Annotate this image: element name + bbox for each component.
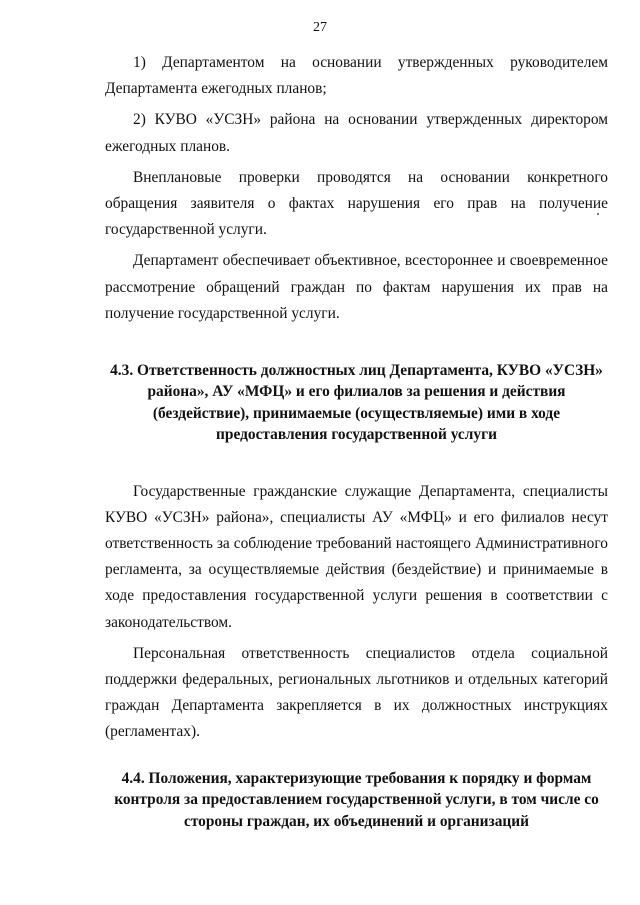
paragraph-department-review: Департамент обеспечивает объективное, всестороннее и своевременное рассмотрение обращений граждан по фактам нарушения их прав на получение государственной услуги. <box>105 252 608 322</box>
paragraph-unscheduled-inspections: Внеплановые проверки проводятся на основании конкретного обращения заявителя о фактах нарушения его прав на получение государственной услуги. <box>105 168 608 239</box>
paragraph-responsibility: Государственные гражданские служащие Департамента, специалисты КУВО «УСЗН» района», специалисты АУ «МФЦ» и его филиалов несут ответственность за соблюдение требований настоящего Административного регламента, за осуществляемые действия (бездействие) и принимаемые в ходе предоставления государственной услуги решения в соответствии с законодательством. <box>105 482 608 631</box>
scan-speck <box>597 213 599 215</box>
document-body <box>105 50 608 832</box>
paragraph-plan-department: 1) Департаментом на основании утвержденных руководителем Департамента ежегодных планов; <box>105 54 608 98</box>
paragraph-personal-responsibility: Персональная ответственность специалистов отдела социальной поддержки федеральных, региональных льготников и отдельных категорий граждан Департамента закрепляется в их должностных инструкциях (регламентах). <box>105 644 608 741</box>
paragraph-plan-kuvo: 2) КУВО «УСЗН» района на основании утвержденных директором ежегодных планов. <box>105 111 608 155</box>
page-number: 27 <box>313 20 327 35</box>
section-4-3-heading: 4.3. Ответственность должностных лиц Департамента, КУВО «УСЗН» района», АУ «МФЦ» и его филиалов за решения и действия (бездействие), принимаемые (осуществляемые) ими в ходе предоставления государственной услуги <box>110 362 603 444</box>
section-4-4-heading: 4.4. Положения, характеризующие требования к порядку и формам контроля за предоставлением государственной услуги, в том числе со стороны граждан, их объединений и организаций <box>114 769 599 830</box>
